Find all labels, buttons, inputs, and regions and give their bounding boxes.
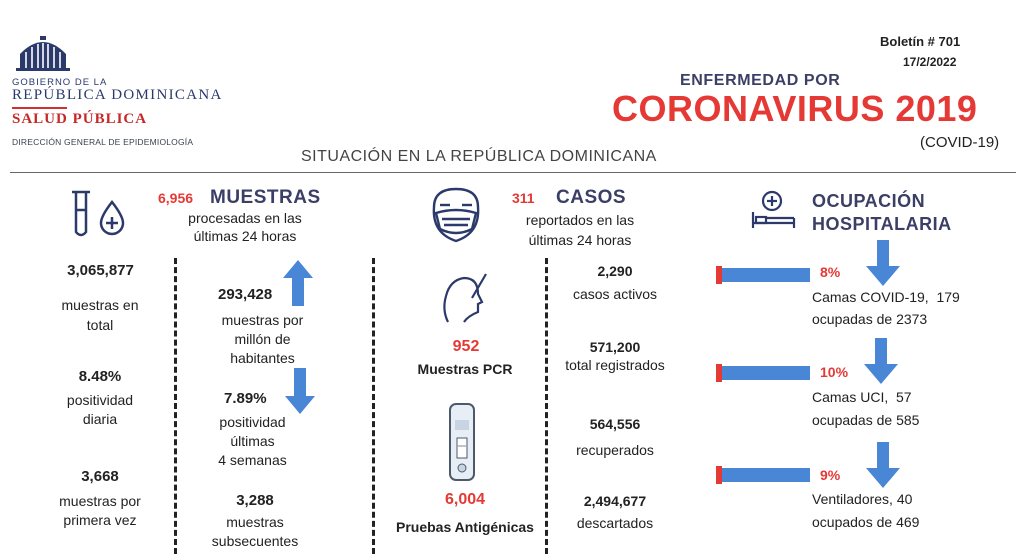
muestras-sub-2: últimas 24 horas	[193, 228, 297, 244]
subsecuentes-label-2: subsecuentes	[211, 533, 299, 549]
muestras-24h-value: 6,956	[158, 190, 194, 206]
antigenicas-label: Pruebas Antigénicas	[396, 519, 534, 535]
occupancy-line-1: Camas COVID-19, 179	[812, 289, 960, 305]
casos-title: CASOS	[556, 187, 627, 208]
occupancy-percent: 9%	[820, 467, 841, 483]
muestras-millon-label-1: muestras por	[221, 312, 304, 328]
muestras-total-value: 3,065,877	[67, 262, 134, 279]
muestras-total-label-1: muestras en	[61, 297, 139, 313]
bulletin-number: Boletín # 701	[880, 34, 961, 49]
positividad-diaria-label-1: positividad	[66, 392, 134, 408]
dashed-separator	[174, 258, 177, 554]
ocupacion-row	[716, 362, 996, 442]
recuperados-label: recuperados	[576, 442, 654, 458]
ocupacion-title-2: HOSPITALARIA	[812, 214, 952, 234]
direccion-label: DIRECCIÓN GENERAL DE EPIDEMIOLOGÍA	[12, 137, 194, 147]
muestras-millon-label-3: habitantes	[230, 350, 295, 366]
section-title: SITUACIÓN EN LA REPÚBLICA DOMINICANA	[301, 148, 657, 165]
positividad-diaria-label-2: diaria	[82, 411, 118, 427]
coronavirus-title: CORONAVIRUS 2019	[612, 88, 978, 129]
salud-publica-label: SALUD PÚBLICA	[12, 111, 148, 127]
occupancy-bar	[722, 468, 810, 482]
recuperados-value: 564,556	[589, 416, 641, 432]
primera-vez-value: 3,668	[81, 468, 119, 485]
test-tube-icon	[68, 188, 130, 240]
positividad-4sem-label-2: últimas	[230, 433, 275, 449]
occupancy-line-1: Ventiladores, 40	[812, 491, 913, 507]
gobierno-label: GOBIERNO DE LA	[12, 77, 108, 88]
positividad-4sem-label-1: positividad	[219, 414, 286, 430]
primera-vez-label-2: primera vez	[63, 512, 137, 528]
nasal-swab-icon	[438, 272, 488, 324]
casos-sub-2: últimas 24 horas	[528, 232, 632, 248]
arrow-down-icon	[866, 240, 900, 286]
occupancy-line-2: ocupados de 469	[812, 514, 920, 530]
positividad-diaria-value: 8.48%	[78, 368, 122, 385]
arrow-down-icon	[866, 442, 900, 488]
header-divider	[10, 172, 1016, 173]
occupancy-line-2: ocupadas de 2373	[812, 311, 928, 327]
casos-activos-value: 2,290	[597, 263, 633, 279]
descartados-value: 2,494,677	[583, 493, 647, 509]
occupancy-line-2: ocupadas de 585	[812, 412, 920, 428]
total-registrados-label: total registrados	[565, 357, 665, 373]
muestras-total-label-2: total	[86, 317, 114, 333]
pcr-value: 952	[452, 338, 480, 355]
muestras-title: MUESTRAS	[210, 187, 321, 208]
casos-sub-1: reportados en las	[525, 212, 635, 228]
positividad-4sem-value: 7.89%	[224, 390, 267, 407]
dashed-separator	[372, 258, 375, 554]
hospital-bed-icon	[750, 190, 796, 230]
antigen-test-icon	[448, 402, 476, 482]
arrow-down-icon	[285, 368, 315, 414]
republica-label: REPÚBLICA DOMINICANA	[12, 87, 223, 103]
occupancy-bar	[722, 268, 810, 282]
subsecuentes-label-1: muestras	[226, 514, 284, 530]
casos-24h-value: 311	[512, 190, 535, 206]
descartados-label: descartados	[576, 515, 654, 531]
covid-label: (COVID-19)	[920, 134, 1000, 151]
arrow-down-icon	[864, 338, 898, 384]
total-registrados-value: 571,200	[589, 339, 641, 355]
antigenicas-value: 6,004	[444, 491, 486, 508]
subsecuentes-value: 3,288	[236, 492, 274, 509]
enfermedad-label: ENFERMEDAD POR	[680, 72, 841, 89]
occupancy-percent: 10%	[820, 364, 849, 380]
red-divider	[12, 107, 67, 109]
masked-face-icon	[428, 185, 484, 245]
ocupacion-row	[716, 464, 996, 544]
pcr-label: Muestras PCR	[417, 361, 513, 377]
muestras-millon-label-2: millón de	[234, 331, 291, 347]
muestras-millon-value: 293,428	[218, 286, 273, 303]
dashed-separator	[545, 258, 548, 554]
primera-vez-label-1: muestras por	[59, 493, 141, 509]
ocupacion-row	[716, 264, 996, 344]
arrow-up-icon	[283, 260, 313, 306]
ocupacion-title-1: OCUPACIÓN	[812, 191, 926, 211]
muestras-sub-1: procesadas en las	[188, 210, 302, 226]
occupancy-percent: 8%	[820, 264, 841, 280]
occupancy-line-1: Camas UCI, 57	[812, 389, 912, 405]
positividad-4sem-label-3: 4 semanas	[218, 452, 287, 468]
government-dome-logo	[14, 36, 72, 72]
bulletin-date: 17/2/2022	[903, 55, 957, 69]
casos-activos-label: casos activos	[572, 286, 658, 302]
occupancy-bar	[722, 366, 810, 380]
